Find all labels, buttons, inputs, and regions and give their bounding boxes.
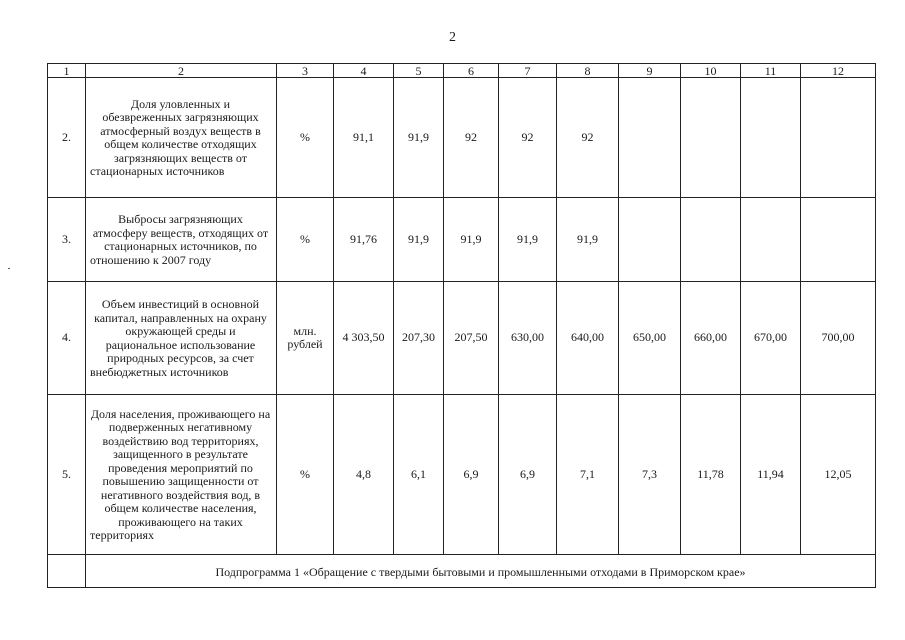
indicator-name: Доля уловленных и обезвреженных загрязняющих атмосферный воздух веществ в общем количестве отходящих загрязняющих веществ от стационарных источников xyxy=(86,78,277,198)
value-cell xyxy=(801,78,876,198)
indicator-name: Выбросы загрязняющих атмосферу веществ, отходящих от стационарных источников, по отношению к 2007 году xyxy=(86,198,277,282)
value-cell: 650,00 xyxy=(619,282,681,395)
value-cell: 6,1 xyxy=(394,395,444,555)
value-cell: 91,9 xyxy=(394,78,444,198)
value-cell: 91,76 xyxy=(334,198,394,282)
value-cell: 11,78 xyxy=(681,395,741,555)
value-cell: 670,00 xyxy=(741,282,801,395)
value-cell: 6,9 xyxy=(499,395,557,555)
table-row xyxy=(48,282,876,395)
unit-cell: млн. рублей xyxy=(277,282,334,395)
value-cell: 640,00 xyxy=(557,282,619,395)
value-cell: 92 xyxy=(499,78,557,198)
value-cell: 91,1 xyxy=(334,78,394,198)
column-number: 2 xyxy=(86,64,277,78)
column-number: 9 xyxy=(619,64,681,78)
column-numbers-row xyxy=(48,64,876,78)
column-number: 1 xyxy=(48,64,86,78)
value-cell: 4,8 xyxy=(334,395,394,555)
indicators-table xyxy=(47,63,876,588)
value-cell: 91,9 xyxy=(394,198,444,282)
page-number: 2 xyxy=(449,30,456,45)
value-cell: 12,05 xyxy=(801,395,876,555)
value-cell xyxy=(741,198,801,282)
value-cell: 660,00 xyxy=(681,282,741,395)
value-cell: 91,9 xyxy=(444,198,499,282)
unit-cell: % xyxy=(277,395,334,555)
value-cell: 92 xyxy=(444,78,499,198)
column-number: 11 xyxy=(741,64,801,78)
table-row xyxy=(48,198,876,282)
value-cell xyxy=(741,78,801,198)
value-cell: 4 303,50 xyxy=(334,282,394,395)
column-number: 5 xyxy=(394,64,444,78)
value-cell xyxy=(619,198,681,282)
value-cell: 630,00 xyxy=(499,282,557,395)
indicator-name: Объем инвестиций в основной капитал, направленных на охрану окружающей среды и рациональное использование природных ресурсов, за счет внебюджетных источников xyxy=(86,282,277,395)
column-number: 8 xyxy=(557,64,619,78)
indicator-name: Доля населения, проживающего на подверженных негативному воздействию вод территориях, защищенного в результате проведения мероприятий по повышению защищенности от негативного воздействия вод, в общем количестве населения, проживающего на таких территориях xyxy=(86,395,277,555)
value-cell xyxy=(681,198,741,282)
unit-cell: % xyxy=(277,198,334,282)
value-cell xyxy=(681,78,741,198)
value-cell: 7,3 xyxy=(619,395,681,555)
value-cell: 700,00 xyxy=(801,282,876,395)
value-cell: 207,50 xyxy=(444,282,499,395)
column-number: 12 xyxy=(801,64,876,78)
value-cell: 7,1 xyxy=(557,395,619,555)
column-number: 6 xyxy=(444,64,499,78)
value-cell: 91,9 xyxy=(499,198,557,282)
row-number: 4. xyxy=(48,282,86,395)
subprogram-row xyxy=(48,555,876,588)
value-cell xyxy=(801,198,876,282)
value-cell: 11,94 xyxy=(741,395,801,555)
subprogram-title: Подпрограмма 1 «Обращение с твердыми бытовыми и промышленными отходами в Приморском крае» xyxy=(86,555,876,588)
table-row xyxy=(48,395,876,555)
column-number: 3 xyxy=(277,64,334,78)
column-number: 10 xyxy=(681,64,741,78)
value-cell: 207,30 xyxy=(394,282,444,395)
column-number: 7 xyxy=(499,64,557,78)
row-number: 2. xyxy=(48,78,86,198)
row-number: 5. xyxy=(48,395,86,555)
row-number: 3. xyxy=(48,198,86,282)
value-cell xyxy=(619,78,681,198)
unit-cell: % xyxy=(277,78,334,198)
value-cell: 91,9 xyxy=(557,198,619,282)
scan-mark xyxy=(8,268,10,269)
table-row xyxy=(48,78,876,198)
column-number: 4 xyxy=(334,64,394,78)
value-cell: 6,9 xyxy=(444,395,499,555)
empty-cell xyxy=(48,555,86,588)
value-cell: 92 xyxy=(557,78,619,198)
